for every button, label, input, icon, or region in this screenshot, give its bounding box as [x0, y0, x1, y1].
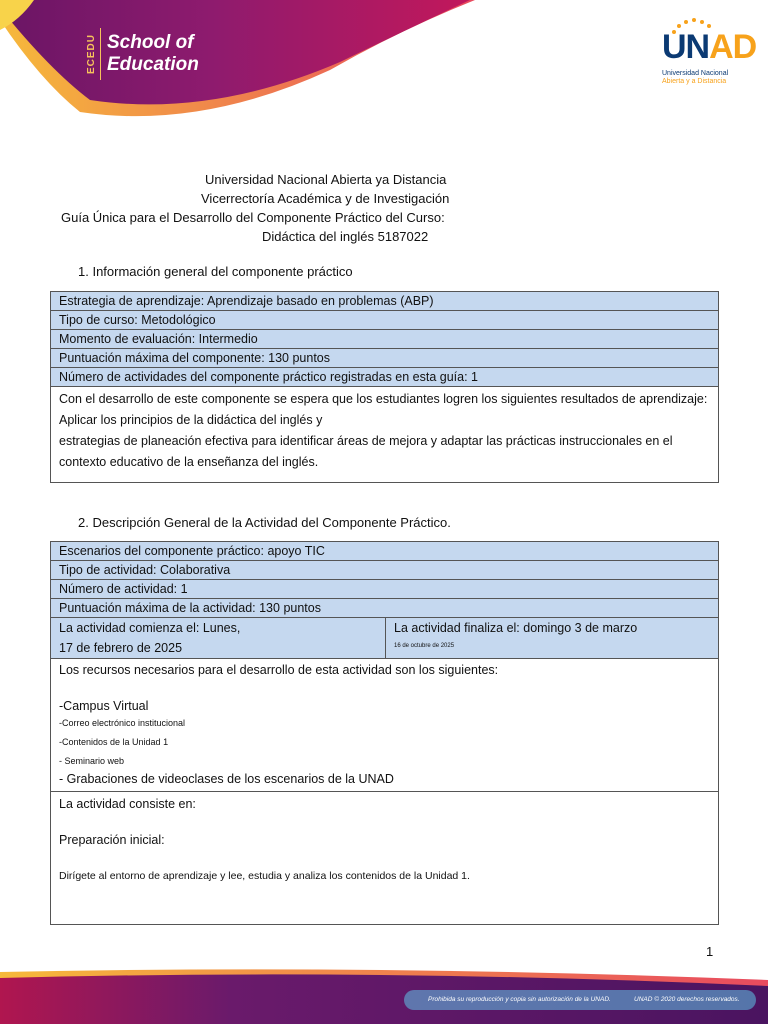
table-row [51, 659, 719, 792]
end-note: 16 de octubre de 2025 [394, 643, 455, 649]
section1-table [50, 291, 719, 483]
activity-label: La actividad consiste en: [59, 797, 196, 811]
section1-heading: 1. Información general del componente práctico [78, 264, 353, 279]
activities-count-cell: Número de actividades del componente práctico registradas en esta guía: 1 [51, 368, 719, 387]
activity-description-cell [51, 792, 719, 925]
start-date: 17 de febrero de 2025 [59, 641, 183, 655]
activity-type-cell: Tipo de actividad: Colaborativa [51, 561, 719, 580]
header-banner [0, 0, 768, 140]
outcomes-line1: Con el desarrollo de este componente se espera que los estudiantes logren los siguientes resultados de aprendizaje: [59, 392, 708, 406]
activity-max-score-cell: Puntuación máxima de la actividad: 130 puntos [51, 599, 719, 618]
unad-sub1: Universidad Nacional [662, 70, 729, 77]
ecedu-label: ECEDU [86, 28, 101, 80]
table-row [51, 368, 719, 387]
table-row [51, 387, 719, 483]
table-row [51, 618, 719, 659]
learning-outcomes-cell [51, 387, 719, 483]
outcomes-line3: estrategias de planeación efectiva para identificar áreas de mejora y adaptar las prácticas instruccionales en el contexto educativo de la enseñanza del inglés. [59, 434, 673, 469]
max-score-cell: Puntuación máxima del componente: 130 puntos [51, 349, 719, 368]
outcomes-line2: Aplicar los principios de la didáctica del inglés y [59, 413, 323, 427]
resources-intro: Los recursos necesarios para el desarrollo de esta actividad son los siguientes: [59, 663, 499, 677]
table-row [51, 349, 719, 368]
page-number: 1 [706, 944, 714, 959]
start-date-cell [51, 618, 386, 659]
table-row [51, 561, 719, 580]
table-row [51, 292, 719, 311]
footer-note-left: Prohibida su reproducción y copia sin autorización de la UNAD. [428, 996, 611, 1003]
title-line1: Universidad Nacional Abierta ya Distancia [205, 172, 447, 187]
scenarios-cell: Escenarios del componente práctico: apoyo TIC [51, 542, 719, 561]
unad-wordmark: UNAD [662, 28, 757, 66]
start-label: La actividad comienza el: Lunes, [59, 621, 241, 635]
activity-number-cell: Número de actividad: 1 [51, 580, 719, 599]
title-line4: Didáctica del inglés 5187022 [262, 229, 429, 244]
school-line2: Education [107, 54, 199, 75]
resources-cell [51, 659, 719, 792]
section2-table [50, 541, 719, 925]
footer-banner [0, 960, 768, 1024]
course-type-cell: Tipo de curso: Metodológico [51, 311, 719, 330]
resource-unit-contents: -Contenidos de la Unidad 1 [59, 737, 169, 747]
unad-sub2: Abierta y a Distancia [662, 78, 727, 85]
table-row [51, 542, 719, 561]
resource-recordings: - Grabaciones de videoclases de los escenarios de la UNAD [59, 772, 394, 786]
prep-text: Dirígete al entorno de aprendizaje y lee, estudia y analiza los contenidos de la Unidad 1. [59, 870, 470, 882]
unad-logo [662, 22, 757, 90]
table-row [51, 599, 719, 618]
table-row [51, 311, 719, 330]
prep-label: Preparación inicial: [59, 833, 165, 847]
school-of-education-logo [86, 28, 199, 80]
footer-note-right: UNAD © 2020 derechos reservados. [634, 996, 740, 1003]
title-line2: Vicerrectoría Académica y de Investigación [201, 191, 450, 206]
section2-heading: 2. Descripción General de la Actividad del Componente Práctico. [78, 515, 451, 530]
end-date-cell [386, 618, 719, 659]
resource-email: -Correo electrónico institucional [59, 718, 186, 728]
resource-webinar: - Seminario web [59, 756, 125, 766]
school-line1: School of [107, 32, 194, 53]
strategy-cell: Estrategia de aprendizaje: Aprendizaje basado en problemas (ABP) [51, 292, 719, 311]
resource-campus: -Campus Virtual [59, 699, 149, 713]
table-row [51, 580, 719, 599]
title-line3: Guía Única para el Desarrollo del Componente Práctico del Curso: [61, 210, 445, 225]
end-label: La actividad finaliza el: domingo 3 de marzo [394, 621, 638, 635]
table-row [51, 792, 719, 925]
evaluation-moment-cell: Momento de evaluación: Intermedio [51, 330, 719, 349]
footer-swoosh [0, 960, 768, 1024]
table-row [51, 330, 719, 349]
